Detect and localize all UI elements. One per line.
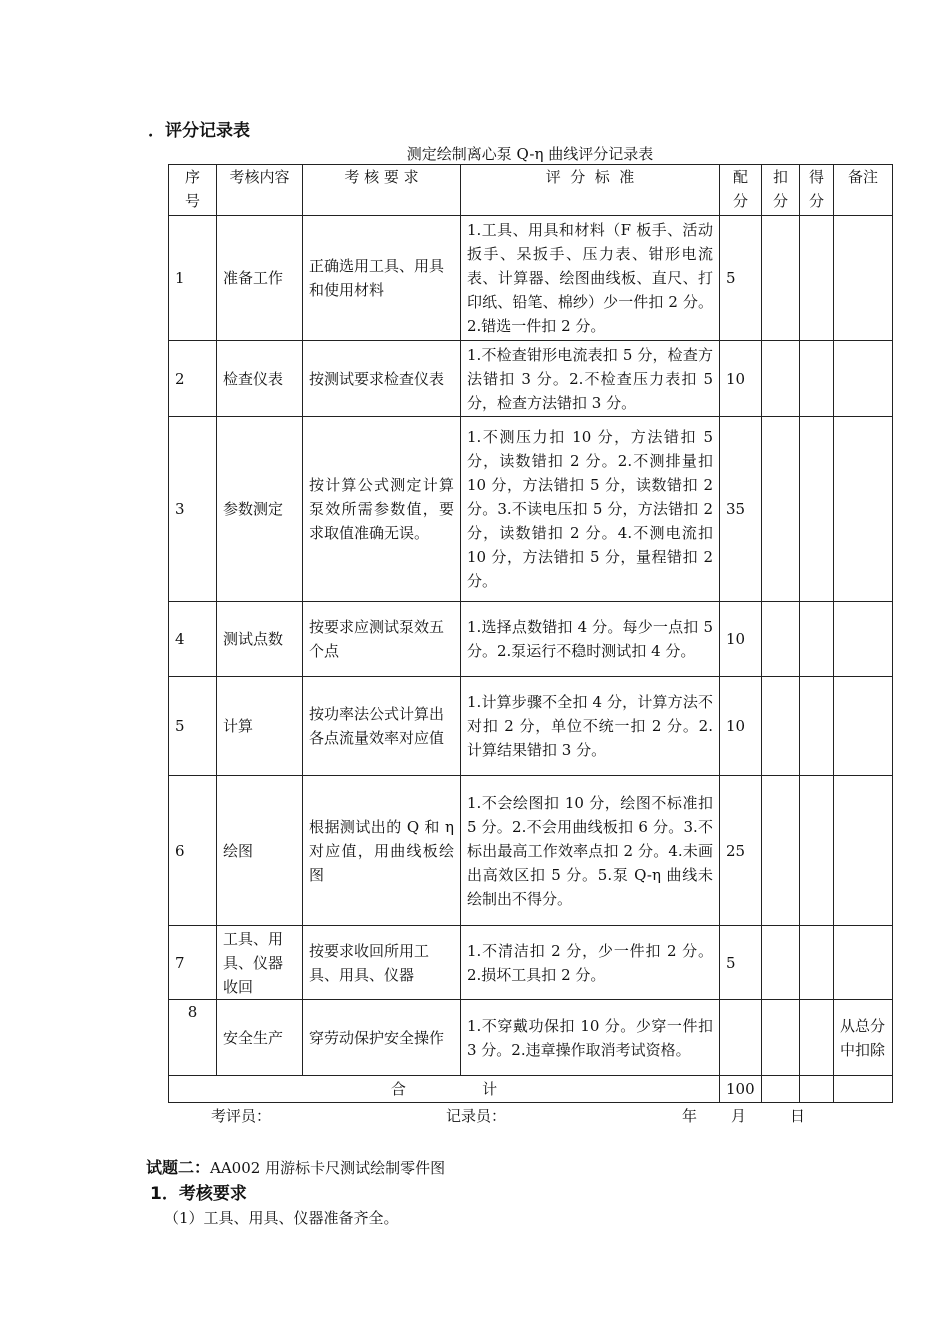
- row-content: 绘图: [217, 776, 303, 926]
- total-score: [800, 1076, 834, 1103]
- header-content: 考核内容: [217, 165, 303, 216]
- row-no: 3: [169, 417, 217, 602]
- row-no: 6: [169, 776, 217, 926]
- header-criteria: 评 分 标 准: [461, 165, 720, 216]
- header-requirement: 考 核 要 求: [303, 165, 461, 216]
- row-requirement: 按要求应测试泵效五个点: [303, 602, 461, 677]
- row-criteria: 1.工具、用具和材料（F 板手、活动扳手、呆扳手、压力表、钳形电流表、计算器、绘图曲线板、直尺、打印纸、铅笔、棉纱）少一件扣 2 分。2.错选一件扣 2 分。: [461, 216, 720, 341]
- row-points: [720, 1000, 762, 1076]
- row-criteria: 1.计算步骤不全扣 4 分，计算方法不对扣 2 分，单位不统一扣 2 分。2.计算结果错扣 3 分。: [461, 677, 720, 776]
- table-header-row: [169, 165, 893, 216]
- total-points: 100: [720, 1076, 762, 1103]
- row-deduct: [762, 602, 800, 677]
- row-requirement: 按测试要求检查仪表: [303, 341, 461, 417]
- row-score: [800, 216, 834, 341]
- score-table: [168, 164, 893, 1103]
- row-points: 25: [720, 776, 762, 926]
- table-row: [169, 1000, 893, 1076]
- row-criteria: 1.不穿戴功保扣 10 分。少穿一件扣 3 分。2.违章操作取消考试资格。: [461, 1000, 720, 1076]
- row-deduct: [762, 677, 800, 776]
- row-deduct: [762, 216, 800, 341]
- row-content: 准备工作: [217, 216, 303, 341]
- row-requirement: 根据测试出的 Q 和 η 对应值，用曲线板绘图: [303, 776, 461, 926]
- table-caption: 测定绘制离心泵 Q-η 曲线评分记录表: [406, 145, 654, 163]
- row-points: 10: [720, 341, 762, 417]
- row-score: [800, 417, 834, 602]
- row-requirement: 按计算公式测定计算泵效所需参数值，要求取值准确无误。: [303, 417, 461, 602]
- row-no: 8: [169, 1000, 217, 1076]
- row-score: [800, 677, 834, 776]
- row-content: 计算: [217, 677, 303, 776]
- question-two-text: AA002 用游标卡尺测试绘制零件图: [210, 1159, 446, 1177]
- row-score: [800, 1000, 834, 1076]
- row-requirement: 穿劳动保护安全操作: [303, 1000, 461, 1076]
- day-label: 日: [790, 1107, 806, 1125]
- row-criteria: 1.不清洁扣 2 分，少一件扣 2 分。2.损坏工具扣 2 分。: [461, 926, 720, 1000]
- row-no: 1: [169, 216, 217, 341]
- row-score: [800, 776, 834, 926]
- table-row: [169, 602, 893, 677]
- row-points: 10: [720, 602, 762, 677]
- row-deduct: [762, 417, 800, 602]
- row-remark: [834, 677, 893, 776]
- header-score: 得分: [800, 165, 834, 216]
- row-deduct: [762, 776, 800, 926]
- row-no: 7: [169, 926, 217, 1000]
- row-content: 安全生产: [217, 1000, 303, 1076]
- row-criteria: 1.不会绘图扣 10 分，绘图不标准扣 5 分。2.不会用曲线板扣 6 分。3.不标出最高工作效率点扣 2 分。4.未画出高效区扣 5 分。5.泵 Q-η 曲线未绘制出不得分。: [461, 776, 720, 926]
- row-content: 参数测定: [217, 417, 303, 602]
- row-content: 检查仪表: [217, 341, 303, 417]
- table-row: [169, 417, 893, 602]
- row-deduct: [762, 341, 800, 417]
- row-remark: [834, 602, 893, 677]
- row-requirement: 按要求收回所用工具、用具、仪器: [303, 926, 461, 1000]
- row-requirement: 按功率法公式计算出各点流量效率对应值: [303, 677, 461, 776]
- row-criteria: 1.不检查钳形电流表扣 5 分，检查方法错扣 3 分。2.不检查压力表扣 5 分，检查方法错扣 3 分。: [461, 341, 720, 417]
- row-points: 5: [720, 926, 762, 1000]
- total-remark: [834, 1076, 893, 1103]
- row-remark: [834, 341, 893, 417]
- row-points: 5: [720, 216, 762, 341]
- examiner-label: 考评员：: [211, 1107, 272, 1125]
- header-deduct: 扣分: [762, 165, 800, 216]
- year-label: 年: [682, 1107, 698, 1125]
- header-points: 配分: [720, 165, 762, 216]
- month-label: 月: [731, 1107, 747, 1125]
- row-points: 10: [720, 677, 762, 776]
- total-label: 合 计: [169, 1076, 720, 1103]
- row-content: 测试点数: [217, 602, 303, 677]
- row-score: [800, 602, 834, 677]
- row-remark: [834, 216, 893, 341]
- row-no: 5: [169, 677, 217, 776]
- row-deduct: [762, 926, 800, 1000]
- row-score: [800, 926, 834, 1000]
- section-heading: ．评分记录表: [148, 121, 250, 141]
- row-remark: [834, 417, 893, 602]
- table-row: [169, 776, 893, 926]
- requirements-subheading: 1．考核要求: [150, 1184, 247, 1204]
- row-remark: [834, 926, 893, 1000]
- table-row: [169, 341, 893, 417]
- row-deduct: [762, 1000, 800, 1076]
- total-row: [169, 1076, 893, 1103]
- row-remark: [834, 776, 893, 926]
- row-no: 4: [169, 602, 217, 677]
- question-two-title: [146, 1155, 445, 1178]
- header-no: 序号: [169, 165, 217, 216]
- total-deduct: [762, 1076, 800, 1103]
- question-two-label: 试题二：: [146, 1158, 211, 1177]
- row-content: 工具、用具、仪器收回: [217, 926, 303, 1000]
- table-row: [169, 216, 893, 341]
- row-requirement: 正确选用工具、用具和使用材料: [303, 216, 461, 341]
- requirement-item-1: （1）工具、用具、仪器准备齐全。: [164, 1209, 399, 1227]
- row-no: 2: [169, 341, 217, 417]
- row-remark: 从总分中扣除: [834, 1000, 893, 1076]
- row-points: 35: [720, 417, 762, 602]
- header-remark: 备注: [834, 165, 893, 216]
- table-row: [169, 677, 893, 776]
- row-score: [800, 341, 834, 417]
- row-criteria: 1.选择点数错扣 4 分。每少一点扣 5 分。2.泵运行不稳时测试扣 4 分。: [461, 602, 720, 677]
- row-criteria: 1.不测压力扣 10 分，方法错扣 5 分，读数错扣 2 分。2.不测排量扣 10 分，方法错扣 5 分，读数错扣 2 分。3.不读电压扣 5 分，方法错扣 2 分，读数错扣 2 分。4.不测电流扣 10 分，方法错扣 5 分，量程错扣 2 分。: [461, 417, 720, 602]
- recorder-label: 记录员：: [446, 1107, 507, 1125]
- table-row: [169, 926, 893, 1000]
